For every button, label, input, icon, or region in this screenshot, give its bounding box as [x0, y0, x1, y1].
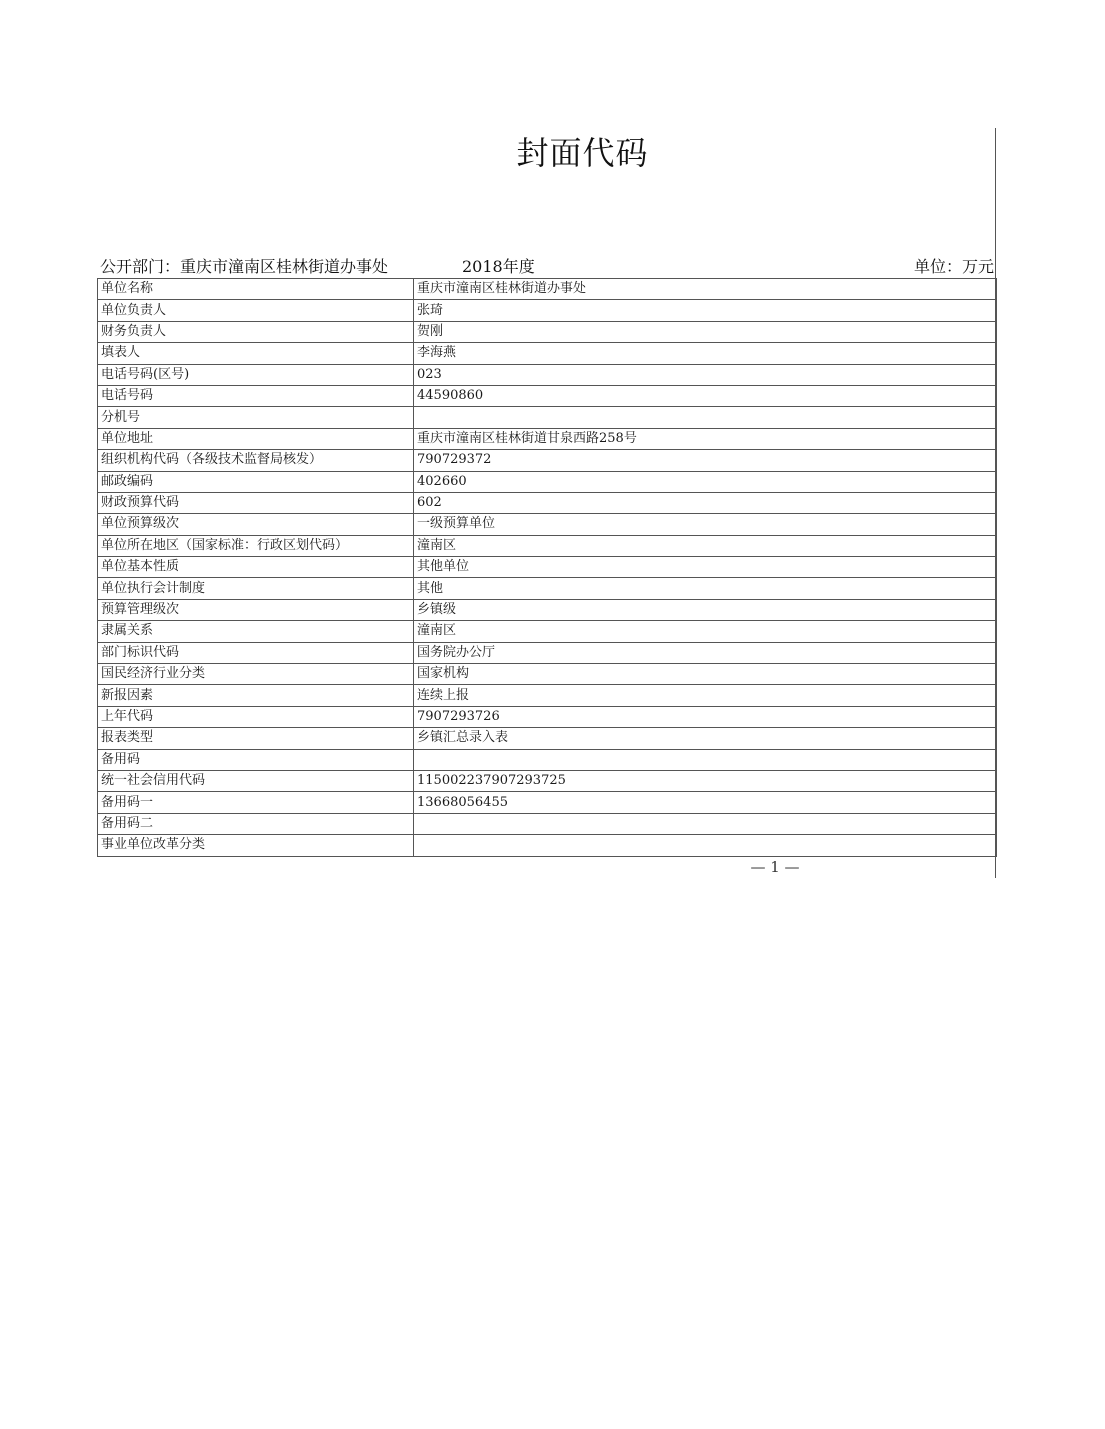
department-label: 公开部门：重庆市潼南区桂林街道办事处 [100, 257, 389, 276]
table-row [98, 770, 997, 791]
table-row [98, 621, 997, 642]
row-value: 重庆市潼南区桂林街道办事处 [414, 279, 997, 300]
row-label: 分机号 [98, 407, 414, 428]
table-row [98, 706, 997, 727]
row-label: 报表类型 [98, 728, 414, 749]
row-label: 财政预算代码 [98, 492, 414, 513]
row-value: 张琦 [414, 300, 997, 321]
row-label: 备用码一 [98, 792, 414, 813]
row-label: 填表人 [98, 343, 414, 364]
row-value: 潼南区 [414, 535, 997, 556]
table-row [98, 685, 997, 706]
row-value: 乡镇汇总录入表 [414, 728, 997, 749]
row-value: 重庆市潼南区桂林街道甘泉西路258号 [414, 428, 997, 449]
row-value: 115002237907293725 [414, 770, 997, 791]
row-label: 电话号码 [98, 385, 414, 406]
table-row [98, 535, 997, 556]
report-meta-row [100, 256, 996, 278]
row-label: 单位名称 [98, 279, 414, 300]
table-row [98, 664, 997, 685]
row-value: 乡镇级 [414, 599, 997, 620]
table-row [98, 835, 997, 856]
row-label: 统一社会信用代码 [98, 770, 414, 791]
table-row [98, 792, 997, 813]
row-label: 单位执行会计制度 [98, 578, 414, 599]
row-label: 上年代码 [98, 706, 414, 727]
row-label: 新报因素 [98, 685, 414, 706]
page-title: 封面代码 [516, 134, 649, 172]
table-row [98, 407, 997, 428]
row-label: 隶属关系 [98, 621, 414, 642]
row-label: 国民经济行业分类 [98, 664, 414, 685]
row-value [414, 407, 997, 428]
row-label: 邮政编码 [98, 471, 414, 492]
row-value [414, 813, 997, 834]
row-label: 单位预算级次 [98, 514, 414, 535]
table-row [98, 471, 997, 492]
table-row [98, 642, 997, 663]
row-label: 电话号码(区号) [98, 364, 414, 385]
row-label: 财务负责人 [98, 321, 414, 342]
table-row [98, 578, 997, 599]
table-row [98, 321, 997, 342]
row-value: 一级预算单位 [414, 514, 997, 535]
table-row [98, 279, 997, 300]
fiscal-year-label: 2018年度 [462, 257, 535, 276]
row-value: 国务院办公厅 [414, 642, 997, 663]
row-value: 402660 [414, 471, 997, 492]
row-label: 单位基本性质 [98, 557, 414, 578]
row-value: 023 [414, 364, 997, 385]
row-label: 备用码二 [98, 813, 414, 834]
table-row [98, 599, 997, 620]
row-label: 部门标识代码 [98, 642, 414, 663]
row-value: 其他 [414, 578, 997, 599]
row-value: 13668056455 [414, 792, 997, 813]
row-value: 790729372 [414, 450, 997, 471]
table-row [98, 385, 997, 406]
currency-unit-label: 单位：万元 [913, 257, 994, 276]
table-row [98, 450, 997, 471]
row-label: 事业单位改革分类 [98, 835, 414, 856]
row-value [414, 835, 997, 856]
table-row [98, 492, 997, 513]
table-row [98, 428, 997, 449]
row-label: 备用码 [98, 749, 414, 770]
row-label: 单位地址 [98, 428, 414, 449]
row-value: 贺刚 [414, 321, 997, 342]
row-label: 组织机构代码（各级技术监督局核发） [98, 450, 414, 471]
row-value: 44590860 [414, 385, 997, 406]
row-label: 单位负责人 [98, 300, 414, 321]
table-row [98, 300, 997, 321]
row-value: 602 [414, 492, 997, 513]
row-value: 7907293726 [414, 706, 997, 727]
table-row [98, 364, 997, 385]
row-value: 李海燕 [414, 343, 997, 364]
table-row [98, 749, 997, 770]
table-row [98, 557, 997, 578]
row-label: 预算管理级次 [98, 599, 414, 620]
table-row [98, 813, 997, 834]
table-row [98, 343, 997, 364]
row-value: 国家机构 [414, 664, 997, 685]
cover-code-table [97, 278, 997, 857]
row-value: 其他单位 [414, 557, 997, 578]
row-label: 单位所在地区（国家标准：行政区划代码） [98, 535, 414, 556]
table-row [98, 514, 997, 535]
row-value: 连续上报 [414, 685, 997, 706]
page-number: — 1 — [750, 858, 800, 876]
row-value [414, 749, 997, 770]
row-value: 潼南区 [414, 621, 997, 642]
table-row [98, 728, 997, 749]
